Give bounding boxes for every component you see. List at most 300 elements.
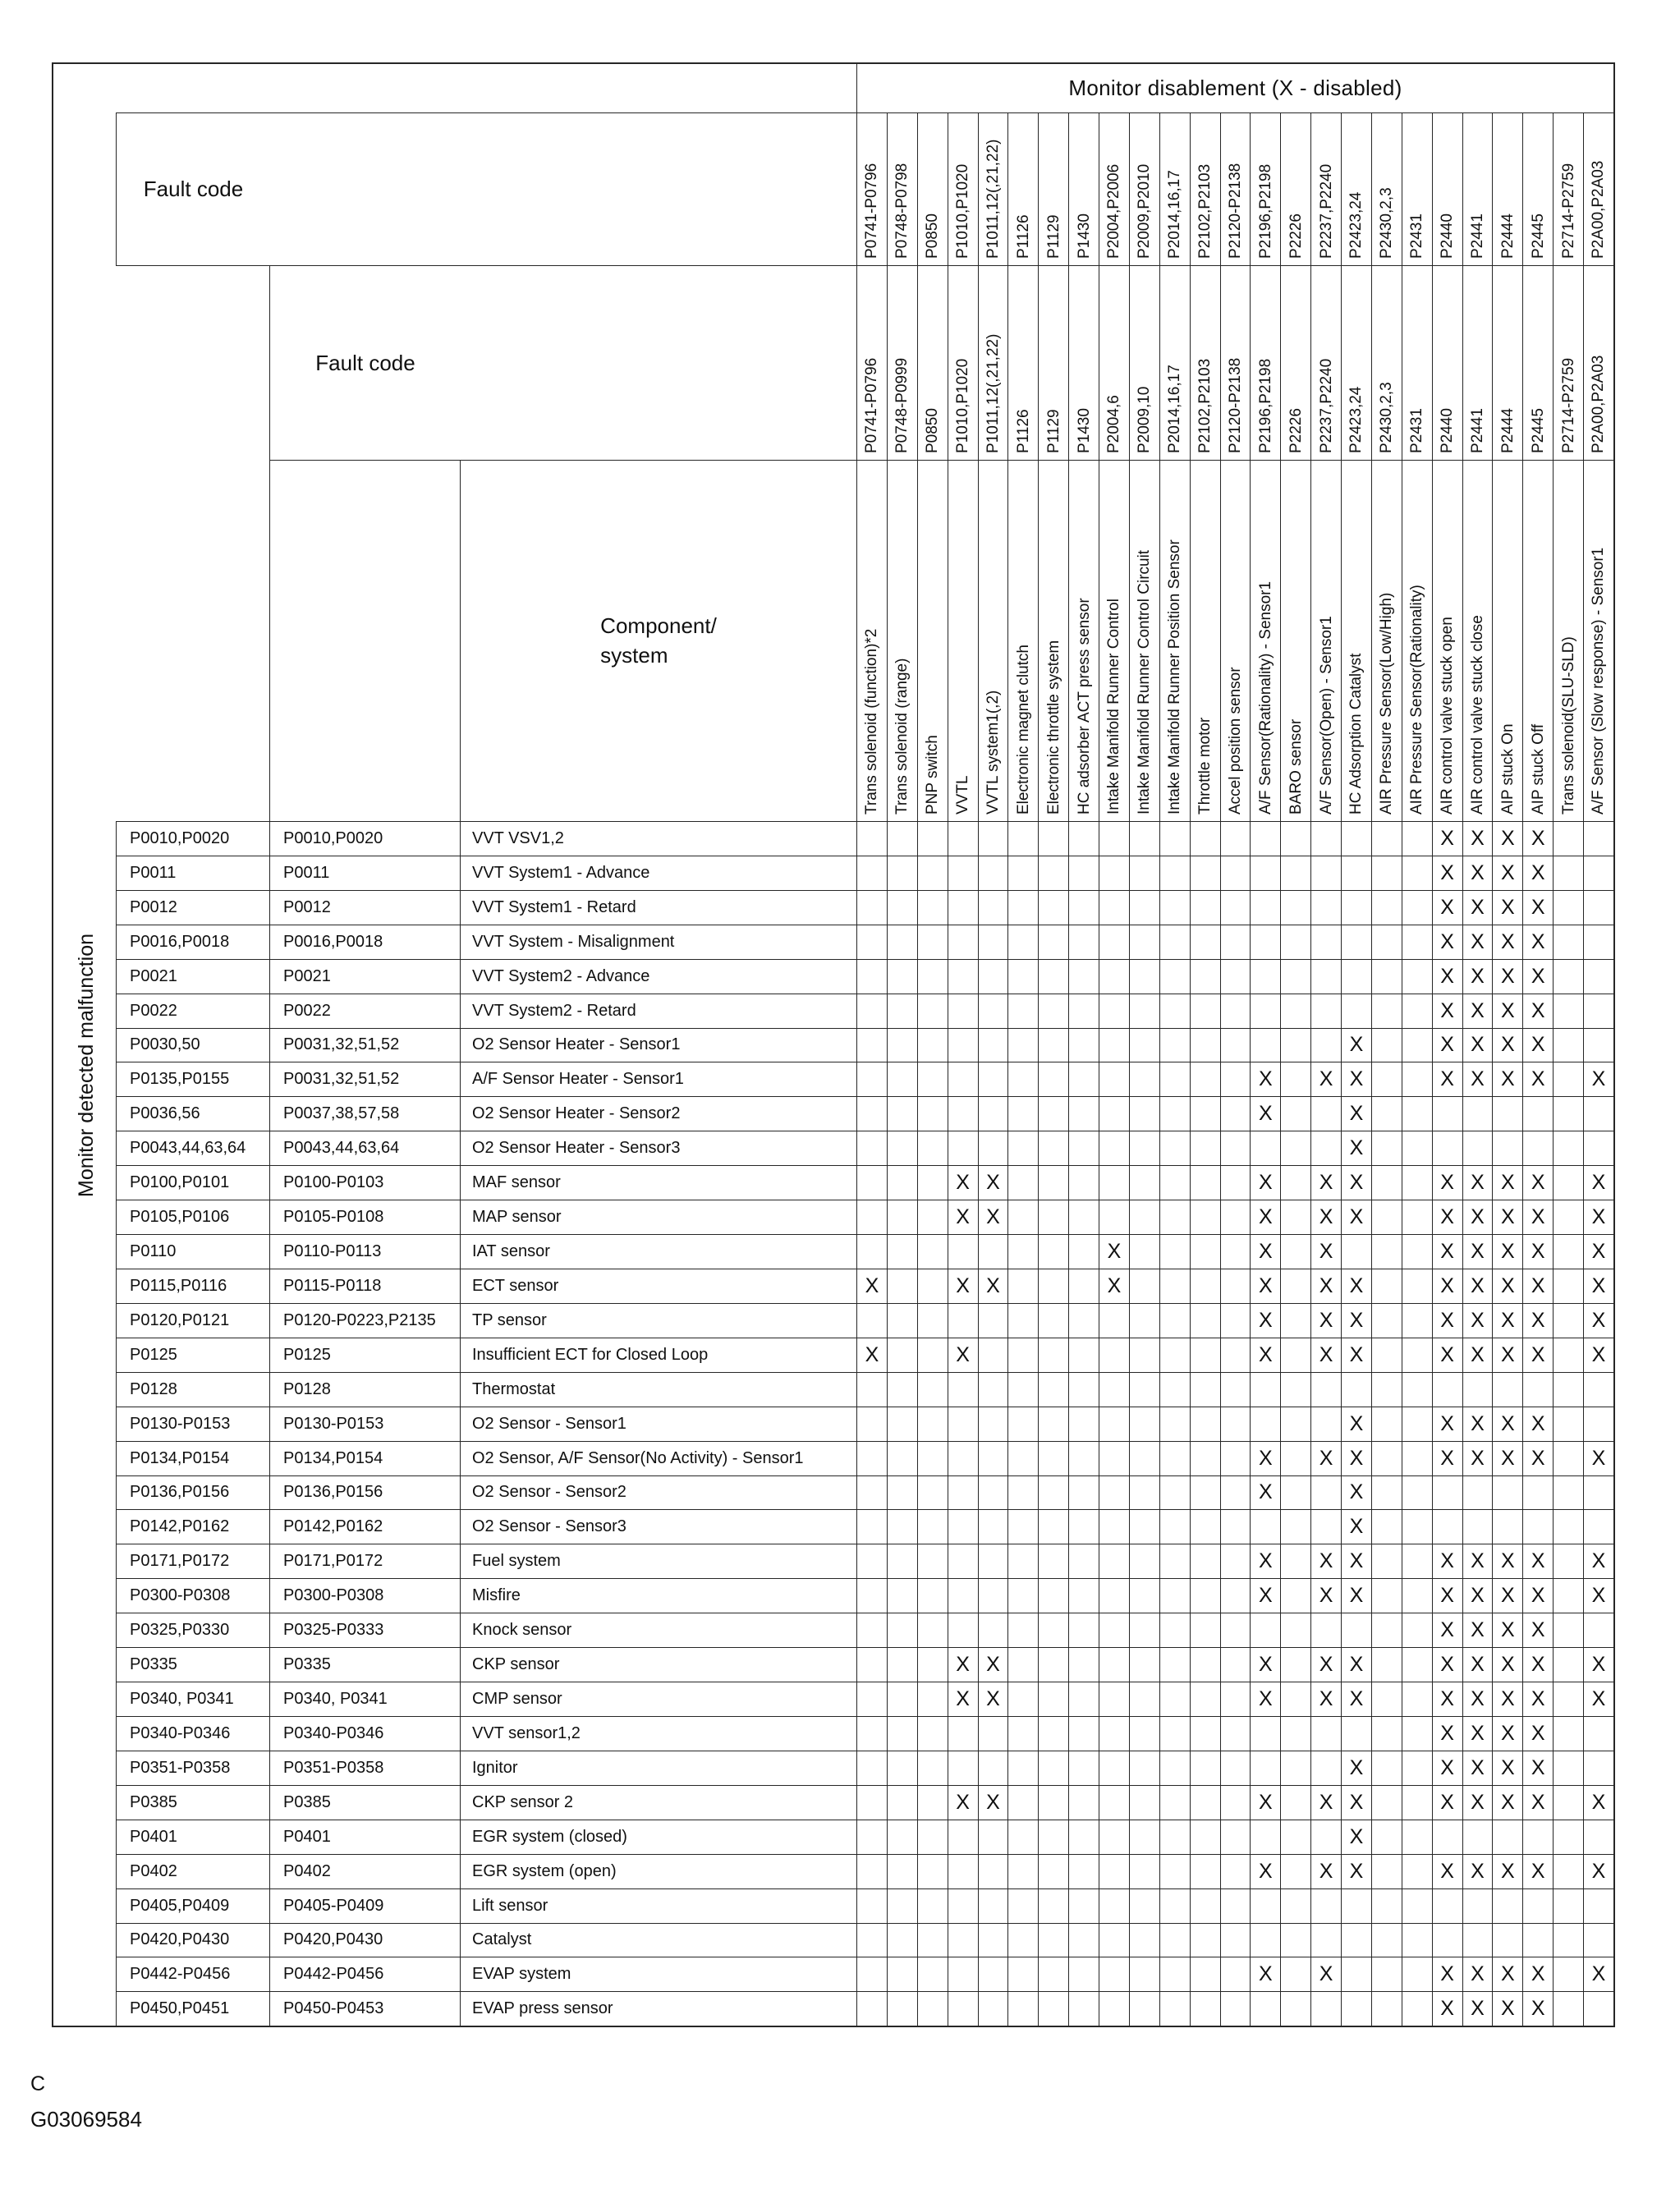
component-column-header: [1432, 460, 1462, 821]
x-mark: X: [1500, 1033, 1515, 1057]
fault-code-1-column-header: [1068, 113, 1099, 265]
x-mark: X: [1500, 1240, 1515, 1264]
disablement-mark-cell: [1402, 1407, 1432, 1441]
disablement-mark-cell: [1129, 1751, 1159, 1785]
fault-code-2-column-header: [917, 266, 948, 460]
fault-code-2-column-header: [1371, 266, 1402, 460]
disablement-mark-cell: [1371, 1613, 1402, 1647]
disablement-mark-cell: [1522, 1717, 1553, 1751]
disablement-mark-cell: [978, 1544, 1008, 1578]
disablement-mark-cell: [1099, 1062, 1129, 1096]
x-mark: X: [1258, 1687, 1273, 1710]
disablement-mark-cell: [1583, 1166, 1613, 1200]
disablement-mark-cell: [1038, 891, 1068, 925]
disablement-mark-cell: [1432, 822, 1462, 856]
disablement-mark-cell: [1007, 1648, 1038, 1682]
disablement-mark-cell: [1220, 1992, 1251, 2026]
fault-code-1-cell: P0100,P0101: [116, 1166, 269, 1200]
disablement-mark-cell: [1432, 1442, 1462, 1475]
disablement-mark-cell: [1280, 1304, 1310, 1338]
table-row: [116, 1716, 1613, 1751]
x-mark: X: [1471, 1205, 1485, 1229]
disablement-mark-cell: [1250, 1269, 1280, 1303]
disablement-mark-cell: [1159, 1166, 1190, 1200]
x-mark: X: [1258, 1584, 1273, 1608]
disablement-mark-cell: [1280, 925, 1310, 959]
disablement-mark-cell: [1159, 1820, 1190, 1854]
fault-code-2-cell: P0351-P0358: [269, 1751, 460, 1785]
table-row: [116, 1785, 1613, 1820]
x-mark: X: [1500, 1584, 1515, 1608]
disablement-mark-cell: [1583, 1648, 1613, 1682]
fault-code-2-cell: P0340-P0346: [269, 1717, 460, 1751]
fault-code-2-cell: P0134,P0154: [269, 1442, 460, 1475]
disablement-mark-cell: [1220, 1338, 1251, 1372]
disablement-mark-cell: [1007, 1407, 1038, 1441]
disablement-mark-cell: [1220, 1924, 1251, 1957]
disablement-mark-cell: [978, 1855, 1008, 1888]
component-column-header: [1553, 460, 1583, 821]
disablement-mark-cell: [1159, 1751, 1190, 1785]
x-mark: X: [1531, 1240, 1545, 1264]
fault-code-1-cell: P0022: [116, 994, 269, 1028]
column-header-text: P2431: [1408, 408, 1426, 453]
disablement-mark-cell: [1068, 1613, 1099, 1647]
x-mark: X: [1531, 1549, 1545, 1573]
disablement-mark-cell: [1371, 1235, 1402, 1269]
component-cell: EGR system (closed): [460, 1820, 856, 1854]
disablement-mark-cell: [917, 1510, 948, 1544]
disablement-mark-cell: [1371, 1407, 1402, 1441]
disablement-mark-cell: [1583, 1786, 1613, 1820]
disablement-mark-cell: [1310, 1166, 1341, 1200]
disablement-mark-cell: [1553, 994, 1583, 1028]
x-mark: X: [1531, 1618, 1545, 1642]
disablement-mark-cell: [1250, 1820, 1280, 1854]
fault-code-2-cell: P0385: [269, 1786, 460, 1820]
fault-code-1-cell: P0142,P0162: [116, 1510, 269, 1544]
x-mark: X: [1500, 1308, 1515, 1332]
disablement-mark-cell: [978, 1751, 1008, 1785]
disablement-mark-cell: [1583, 1957, 1613, 1991]
fault-code-1-column-header: [887, 113, 917, 265]
disablement-mark-cell: [1492, 1957, 1522, 1991]
component-cell: VVT VSV1,2: [460, 822, 856, 856]
x-mark: X: [1591, 1205, 1606, 1229]
disablement-mark-cell: [856, 1062, 887, 1096]
x-mark: X: [1440, 1411, 1454, 1435]
disablement-mark-cell: [1492, 1992, 1522, 2026]
disablement-mark-cell: [1099, 1510, 1129, 1544]
column-header-text: Trans solenoid(SLU-SLD): [1559, 636, 1577, 815]
component-column-header: [1190, 460, 1220, 821]
disablement-mark-cell: [1250, 1751, 1280, 1785]
disablement-mark-cell: [1250, 1166, 1280, 1200]
disablement-mark-cell: [1462, 1820, 1493, 1854]
fault-code-1-column-header: [1310, 113, 1341, 265]
disablement-mark-cell: [1522, 1613, 1553, 1647]
fault-code-2-column-header: [948, 266, 978, 460]
x-mark: X: [1500, 1790, 1515, 1814]
disablement-mark-cell: [1492, 822, 1522, 856]
disablement-mark-cell: [1159, 1510, 1190, 1544]
fault-code-2-column-header: [1341, 266, 1371, 460]
x-mark: X: [1258, 1790, 1273, 1814]
disablement-mark-cell: [948, 1889, 978, 1923]
disablement-mark-cell: [1007, 925, 1038, 959]
disablement-mark-cell: [1432, 1166, 1462, 1200]
fault-code-2-cell: P0340, P0341: [269, 1682, 460, 1716]
disablement-mark-cell: [1310, 891, 1341, 925]
disablement-mark-cell: [978, 1648, 1008, 1682]
x-mark: X: [1531, 998, 1545, 1022]
x-mark: X: [1591, 1790, 1606, 1814]
x-mark: X: [1471, 826, 1485, 850]
disablement-mark-cell: [1371, 1786, 1402, 1820]
disablement-mark-cell: [1250, 1131, 1280, 1165]
column-header-text: P1129: [1044, 214, 1062, 259]
column-header-text: HC Adsorption Catalyst: [1347, 653, 1365, 815]
x-mark: X: [1349, 1515, 1364, 1539]
x-mark: X: [1440, 1171, 1454, 1195]
x-mark: X: [1471, 1755, 1485, 1779]
x-mark: X: [1471, 1033, 1485, 1057]
disablement-mark-cell: [887, 1924, 917, 1957]
disablement-mark-cell: [1068, 1097, 1099, 1131]
disablement-mark-cell: [1432, 1613, 1462, 1647]
disablement-mark-cell: [1250, 1889, 1280, 1923]
fault-code-label-1: Fault code: [143, 177, 244, 201]
disablement-mark-cell: [1129, 994, 1159, 1028]
disablement-mark-cell: [1371, 822, 1402, 856]
disablement-mark-cell: [1280, 1029, 1310, 1062]
fault-code-2-column-header: [1220, 266, 1251, 460]
disablement-mark-cell: [1310, 1442, 1341, 1475]
disablement-mark-cell: [1007, 1269, 1038, 1303]
disablement-mark-cell: [1492, 994, 1522, 1028]
disablement-mark-cell: [1190, 1476, 1220, 1510]
x-mark: X: [1258, 1171, 1273, 1195]
x-mark: X: [1440, 1240, 1454, 1264]
x-mark: X: [1500, 929, 1515, 953]
disablement-mark-cell: [1553, 1062, 1583, 1096]
disablement-mark-cell: [1007, 1717, 1038, 1751]
disablement-mark-cell: [856, 1855, 887, 1888]
column-header-text: Electronic magnet clutch: [1014, 645, 1032, 815]
column-header-text: P2120-P2138: [1226, 357, 1244, 453]
disablement-mark-cell: [1220, 1510, 1251, 1544]
table-row: [116, 821, 1613, 856]
disablement-mark-cell: [1220, 1682, 1251, 1716]
x-mark: X: [1440, 1962, 1454, 1986]
disablement-mark-cell: [1250, 822, 1280, 856]
disablement-mark-cell: [1553, 1717, 1583, 1751]
component-cell: Thermostat: [460, 1373, 856, 1407]
component-cell: VVT System1 - Advance: [460, 856, 856, 890]
disablement-mark-cell: [1007, 1682, 1038, 1716]
fault-code-1-column-header: [917, 113, 948, 265]
disablement-mark-cell: [1553, 1855, 1583, 1888]
disablement-mark-cell: [1522, 960, 1553, 994]
disablement-mark-cell: [1341, 1786, 1371, 1820]
disablement-mark-cell: [917, 960, 948, 994]
fault-code-1-cell: P0402: [116, 1855, 269, 1888]
component-column-header: [1159, 460, 1190, 821]
disablement-mark-cell: [1250, 1235, 1280, 1269]
fault-code-1-cell: P0030,50: [116, 1029, 269, 1062]
x-mark: X: [1500, 1446, 1515, 1470]
disablement-mark-cell: [887, 1029, 917, 1062]
column-header-text: P2441: [1468, 213, 1486, 259]
table-row: [116, 1820, 1613, 1854]
disablement-mark-cell: [1432, 1786, 1462, 1820]
disablement-mark-cell: [1159, 1992, 1190, 2026]
column-header-text: P2430,2,3: [1378, 187, 1396, 259]
column-header-text: P2226: [1287, 408, 1305, 453]
disablement-mark-cell: [1522, 822, 1553, 856]
disablement-mark-cell: [1038, 1166, 1068, 1200]
disablement-mark-cell: [1402, 1269, 1432, 1303]
disablement-mark-cell: [1341, 1029, 1371, 1062]
disablement-mark-cell: [1341, 1751, 1371, 1785]
x-mark: X: [1349, 1411, 1364, 1435]
disablement-mark-cell: [1310, 1648, 1341, 1682]
disablement-mark-cell: [1432, 1097, 1462, 1131]
disablement-mark-cell: [1159, 1407, 1190, 1441]
disablement-mark-cell: [1553, 1269, 1583, 1303]
disablement-mark-cell: [1371, 1751, 1402, 1785]
x-mark: X: [1500, 895, 1515, 919]
fault-code-2-column-header: [887, 266, 917, 460]
disablement-mark-cell: [1190, 1166, 1220, 1200]
disablement-mark-cell: [856, 1924, 887, 1957]
disablement-mark-cell: [1371, 1682, 1402, 1716]
component-column-header: [1250, 460, 1280, 821]
column-header-text: P2004,P2006: [1105, 163, 1123, 259]
disablement-mark-cell: [1462, 1855, 1493, 1888]
disablement-mark-cell: [1068, 1786, 1099, 1820]
disablement-mark-cell: [1099, 1924, 1129, 1957]
disablement-mark-cell: [1007, 1510, 1038, 1544]
disablement-mark-cell: [1522, 1510, 1553, 1544]
disablement-mark-cell: [1068, 1889, 1099, 1923]
disablement-mark-cell: [856, 1751, 887, 1785]
disablement-mark-cell: [1402, 1751, 1432, 1785]
disablement-mark-cell: [1492, 1682, 1522, 1716]
disablement-mark-cell: [1583, 925, 1613, 959]
x-mark: X: [1258, 1102, 1273, 1126]
disablement-mark-cell: [1522, 1751, 1553, 1785]
component-column-header: [917, 460, 948, 821]
disablement-mark-cell: [1583, 1820, 1613, 1854]
disablement-mark-cell: [1432, 1820, 1462, 1854]
disablement-mark-cell: [1129, 1855, 1159, 1888]
column-header-text: P2014,16,17: [1166, 365, 1184, 453]
disablement-mark-cell: [1129, 1407, 1159, 1441]
x-mark: X: [1471, 1411, 1485, 1435]
disablement-mark-cell: [1038, 1855, 1068, 1888]
disablement-mark-cell: [1190, 1579, 1220, 1613]
disablement-mark-cell: [1371, 994, 1402, 1028]
disablement-mark-cell: [1007, 1751, 1038, 1785]
component-cell: MAF sensor: [460, 1166, 856, 1200]
table-row: [116, 1303, 1613, 1338]
x-mark: X: [1471, 1618, 1485, 1642]
fault-code-2-cell: P0012: [269, 891, 460, 925]
x-mark: X: [1500, 1411, 1515, 1435]
disablement-mark-cell: [1310, 1924, 1341, 1957]
fault-code-2-cell: P0100-P0103: [269, 1166, 460, 1200]
disablement-mark-cell: [1341, 1820, 1371, 1854]
disablement-mark-cell: [1129, 1957, 1159, 1991]
disablement-mark-cell: [1522, 925, 1553, 959]
fault-code-band-2: [116, 265, 1613, 460]
fault-code-1-cell: P0385: [116, 1786, 269, 1820]
disablement-mark-cell: [978, 1097, 1008, 1131]
disablement-mark-cell: [1129, 1544, 1159, 1578]
x-mark: X: [1500, 1721, 1515, 1745]
disablement-mark-cell: [1280, 1062, 1310, 1096]
disablement-mark-cell: [1371, 1924, 1402, 1957]
component-cell: Misfire: [460, 1579, 856, 1613]
x-mark: X: [1531, 1308, 1545, 1332]
disablement-mark-cell: [1007, 1820, 1038, 1854]
fault-code-2-column-header: [1310, 266, 1341, 460]
disablement-mark-cell: [1402, 1062, 1432, 1096]
column-header-text: P1011,12(,21,22): [984, 333, 1002, 453]
disablement-mark-cell: [1038, 1648, 1068, 1682]
disablement-mark-cell: [1341, 1544, 1371, 1578]
disablement-mark-cell: [1250, 1682, 1280, 1716]
disablement-mark-cell: [1432, 1924, 1462, 1957]
disablement-mark-cell: [917, 1304, 948, 1338]
x-mark: X: [986, 1790, 1000, 1814]
x-mark: X: [1440, 1997, 1454, 2021]
column-header-text: A/F Sensor(Rationality) - Sensor1: [1256, 581, 1274, 815]
disablement-mark-cell: [887, 856, 917, 890]
disablement-mark-cell: [887, 1476, 917, 1510]
disablement-mark-cell: [1280, 1751, 1310, 1785]
disablement-mark-cell: [1038, 1992, 1068, 2026]
disablement-mark-cell: [1583, 1751, 1613, 1785]
component-cell: ECT sensor: [460, 1269, 856, 1303]
disablement-mark-cell: [1250, 891, 1280, 925]
fault-code-2-cell: P0010,P0020: [269, 822, 460, 856]
disablement-mark-cell: [1341, 1957, 1371, 1991]
disablement-mark-cell: [1553, 1889, 1583, 1923]
component-cell: MAP sensor: [460, 1200, 856, 1234]
x-mark: X: [1440, 1342, 1454, 1366]
disablement-mark-cell: [948, 925, 978, 959]
x-mark: X: [1591, 1446, 1606, 1470]
x-mark: X: [1531, 1687, 1545, 1710]
disablement-mark-cell: [1038, 1235, 1068, 1269]
disablement-mark-cell: [1402, 1924, 1432, 1957]
disablement-mark-cell: [1190, 1820, 1220, 1854]
disablement-mark-cell: [1099, 1131, 1129, 1165]
column-header-text: Intake Manifold Runner Position Sensor: [1166, 539, 1184, 815]
disablement-mark-cell: [1402, 1029, 1432, 1062]
disablement-mark-cell: [887, 1889, 917, 1923]
fault-code-2-column-header: [1583, 266, 1613, 460]
column-header-text: P0748-P0999: [893, 357, 911, 453]
band3-spacer-b: [269, 460, 460, 821]
x-mark: X: [1258, 1653, 1273, 1677]
fault-code-2-column-header: [1280, 266, 1310, 460]
disablement-mark-cell: [1220, 1235, 1251, 1269]
disablement-mark-cell: [1068, 1442, 1099, 1475]
component-cell: Insufficient ECT for Closed Loop: [460, 1338, 856, 1372]
disablement-mark-cell: [978, 1924, 1008, 1957]
x-mark: X: [1319, 1687, 1333, 1710]
column-header-text: P2237,P2240: [1317, 358, 1335, 453]
disablement-mark-cell: [1129, 1166, 1159, 1200]
data-grid: [116, 821, 1613, 2026]
x-mark: X: [1440, 1446, 1454, 1470]
disablement-mark-cell: [1432, 925, 1462, 959]
fault-code-1-cell: P0420,P0430: [116, 1924, 269, 1957]
disablement-mark-cell: [1371, 891, 1402, 925]
table-row: [116, 1165, 1613, 1200]
disablement-mark-cell: [1462, 994, 1493, 1028]
disablement-mark-cell: [1068, 1924, 1099, 1957]
disablement-mark-cell: [1522, 1682, 1553, 1716]
x-mark: X: [1591, 1171, 1606, 1195]
disablement-mark-cell: [1522, 1957, 1553, 1991]
disablement-mark-cell: [887, 1613, 917, 1647]
column-header-text: P2A00,P2A03: [1590, 160, 1608, 259]
disablement-mark-cell: [1159, 1029, 1190, 1062]
component-cell: EVAP system: [460, 1957, 856, 1991]
column-header-text: P2430,2,3: [1378, 382, 1396, 453]
disablement-mark-cell: [1068, 1957, 1099, 1991]
disablement-mark-cell: [1280, 1269, 1310, 1303]
x-mark: X: [1349, 1446, 1364, 1470]
disablement-mark-cell: [1129, 1924, 1159, 1957]
disablement-mark-cell: [1492, 1304, 1522, 1338]
disablement-mark-cell: [1099, 1544, 1129, 1578]
x-mark: X: [1471, 1962, 1485, 1986]
disablement-mark-cell: [1280, 1338, 1310, 1372]
disablement-mark-cell: [1553, 1648, 1583, 1682]
disablement-mark-cell: [1341, 891, 1371, 925]
disablement-mark-cell: [1310, 925, 1341, 959]
table-row: [116, 1613, 1613, 1647]
disablement-mark-cell: [887, 1131, 917, 1165]
x-mark: X: [1440, 860, 1454, 884]
disablement-mark-cell: [887, 1682, 917, 1716]
x-mark: X: [1258, 1480, 1273, 1504]
column-header-text: P2009,10: [1136, 386, 1154, 453]
disablement-mark-cell: [1492, 1855, 1522, 1888]
disablement-mark-cell: [1007, 960, 1038, 994]
x-mark: X: [1500, 1274, 1515, 1297]
disablement-mark-cell: [856, 960, 887, 994]
fault-code-2-cell: P0450-P0453: [269, 1992, 460, 2026]
disablement-mark-cell: [1402, 1682, 1432, 1716]
x-mark: X: [1349, 1653, 1364, 1677]
disablement-mark-cell: [1280, 960, 1310, 994]
column-header-text: AIR Pressure Sensor(Low/High): [1378, 592, 1396, 815]
disablement-mark-cell: [1462, 1992, 1493, 2026]
disablement-mark-cell: [887, 1166, 917, 1200]
disablement-mark-cell: [1068, 1510, 1099, 1544]
disablement-mark-cell: [1432, 1062, 1462, 1096]
table-row: [116, 1475, 1613, 1510]
disablement-mark-cell: [1099, 891, 1129, 925]
disablement-mark-cell: [1522, 1407, 1553, 1441]
disablement-mark-cell: [948, 1442, 978, 1475]
